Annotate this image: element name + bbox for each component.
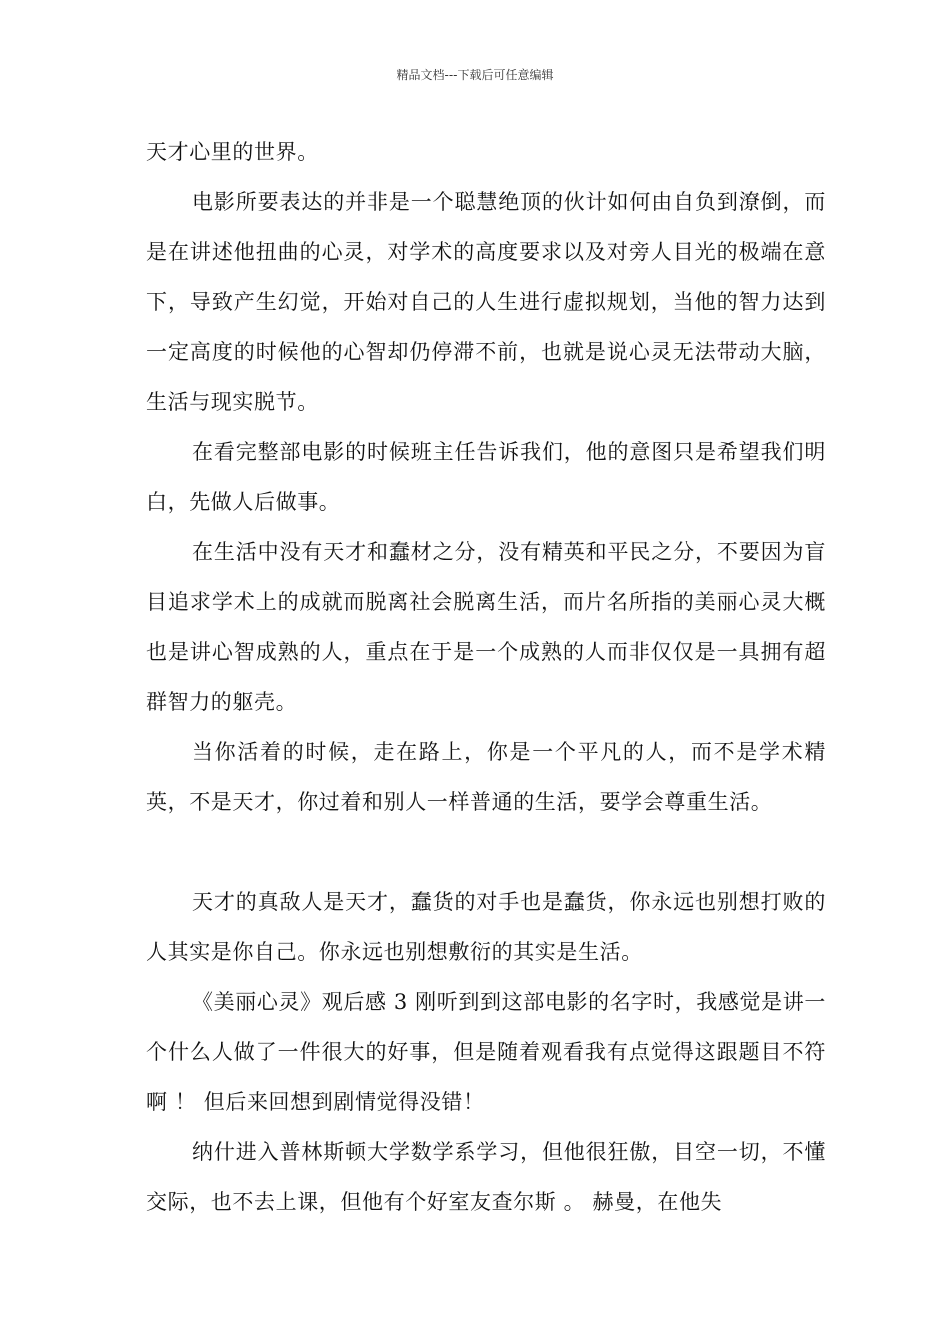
paragraph-gap bbox=[146, 827, 826, 877]
paragraph-7: 《美丽心灵》观后感 3 刚听到到这部电影的名字时，我感觉是讲一个什么人做了一件很大的好事，但是随着观看我有点觉得这跟题目不符啊 ！ 但后来回想到剧情觉得没错！ bbox=[146, 990, 826, 1114]
paragraph-1: 天才心里的世界。 bbox=[146, 140, 319, 164]
page-header: 精品文档---下载后可任意编辑 bbox=[396, 68, 554, 82]
paragraph-5: 当你活着的时候，走在路上，你是一个平凡的人，而不是学术精英，不是天才，你过着和别人一样普通的生活，要学会尊重生活。 bbox=[146, 740, 826, 814]
paragraph-6: 天才的真敌人是天才，蠢货的对手也是蠢货，你永远也别想打败的人其实是你自己。你永远也别想敷衍的其实是生活。 bbox=[146, 890, 826, 964]
paragraph-3: 在看完整部电影的时候班主任告诉我们，他的意图只是希望我们明白，先做人后做事。 bbox=[146, 440, 826, 514]
paragraph-4: 在生活中没有天才和蠢材之分，没有精英和平民之分，不要因为盲目追求学术上的成就而脱离社会脱离生活，而片名所指的美丽心灵大概也是讲心智成熟的人，重点在于是一个成熟的人而非仅仅是一具拥有超群智力的躯壳。 bbox=[146, 540, 826, 714]
paragraph-8: 纳什进入普林斯顿大学数学系学习，但他很狂傲，目空一切，不懂交际，也不去上课，但他有个好室友查尔斯 。 赫曼，在他失 bbox=[146, 1140, 826, 1214]
document-body bbox=[146, 127, 826, 1227]
paragraph-2: 电影所要表达的并非是一个聪慧绝顶的伙计如何由自负到潦倒，而是在讲述他扭曲的心灵，对学术的高度要求以及对旁人目光的极端在意下，导致产生幻觉，开始对自己的人生进行虚拟规划，当他的智力达到一定高度的时候他的心智却仍停滞不前，也就是说心灵无法带动大脑，生活与现实脱节。 bbox=[146, 190, 826, 414]
